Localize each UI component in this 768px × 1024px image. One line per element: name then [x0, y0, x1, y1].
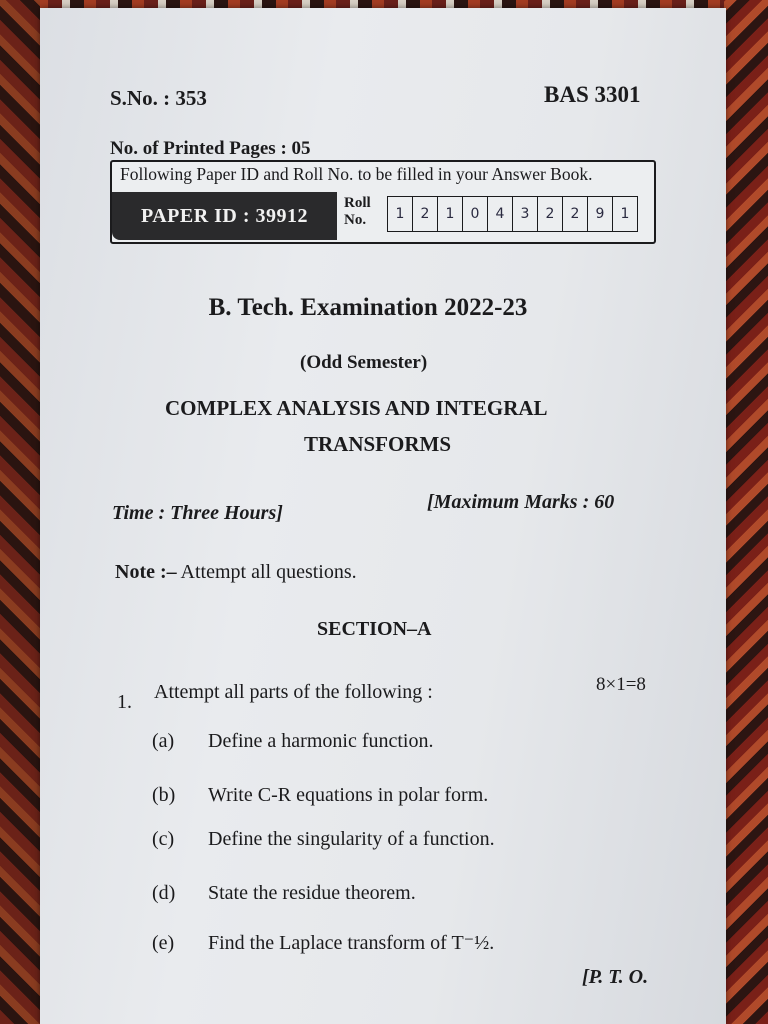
note-label: Note :– [115, 561, 177, 583]
roll-digit-cell: 2 [537, 196, 563, 232]
part-text: Find the Laplace transform of T⁻½. [208, 932, 495, 954]
time-allowed: Time : Three Hours] [112, 502, 283, 524]
roll-digit-cell: 2 [412, 196, 438, 232]
question-text: Attempt all parts of the following : [154, 681, 433, 703]
paper-id-badge: PAPER ID : 39912 [112, 192, 337, 240]
maximum-marks: [Maximum Marks : 60 [427, 491, 615, 513]
exam-title: B. Tech. Examination 2022-23 [208, 294, 528, 321]
answer-book-instruction: Following Paper ID and Roll No. to be filled in your Answer Book. [120, 164, 593, 184]
semester-label: (Odd Semester) [300, 352, 428, 373]
part-label: (a) [152, 730, 175, 752]
roll-digit-cell: 1 [387, 196, 413, 232]
question-part [152, 930, 494, 955]
roll-digit-cell: 1 [437, 196, 463, 232]
serial-number: S.No. : 353 [110, 86, 207, 110]
background-fabric-right [724, 0, 768, 1024]
subject-title-line1: COMPLEX ANALYSIS AND INTEGRAL [165, 396, 548, 420]
question-number: 1. [117, 691, 132, 713]
note-text: Attempt all questions. [180, 561, 357, 583]
question-marks: 8×1=8 [596, 674, 646, 695]
roll-digit-cell: 2 [562, 196, 588, 232]
roll-digit-cell: 3 [512, 196, 538, 232]
subject-title-line2: TRANSFORMS [304, 432, 452, 456]
question-part [152, 828, 495, 851]
background-fabric-left [0, 0, 40, 1024]
roll-digit-cell: 4 [487, 196, 513, 232]
section-heading: SECTION–A [317, 618, 432, 640]
question-part [152, 730, 433, 753]
roll-digit-cell: 1 [612, 196, 638, 232]
roll-label-line2: No. [344, 212, 367, 228]
part-label: (b) [152, 784, 176, 806]
roll-number-cells [388, 196, 638, 232]
course-code: BAS 3301 [544, 82, 641, 107]
roll-digit-cell: 9 [587, 196, 613, 232]
roll-number-label [344, 195, 371, 229]
please-turn-over: [P. T. O. [582, 966, 649, 988]
part-text: Define the singularity of a function. [208, 828, 495, 850]
part-text: Define a harmonic function. [208, 730, 434, 752]
exam-paper-sheet [40, 8, 726, 1024]
part-text: Write C-R equations in polar form. [208, 784, 489, 806]
paper-id-roll-box [110, 160, 656, 244]
part-label: (c) [152, 828, 175, 850]
part-label: (d) [152, 882, 176, 904]
printed-pages: No. of Printed Pages : 05 [110, 138, 311, 159]
note-line [115, 561, 357, 584]
question-part [152, 784, 488, 807]
roll-digit-cell: 0 [462, 196, 488, 232]
part-label: (e) [152, 932, 175, 954]
roll-label-line1: Roll [344, 195, 371, 211]
part-text: State the residue theorem. [208, 882, 416, 904]
exam-title-row [40, 294, 726, 322]
question-part [152, 882, 416, 905]
